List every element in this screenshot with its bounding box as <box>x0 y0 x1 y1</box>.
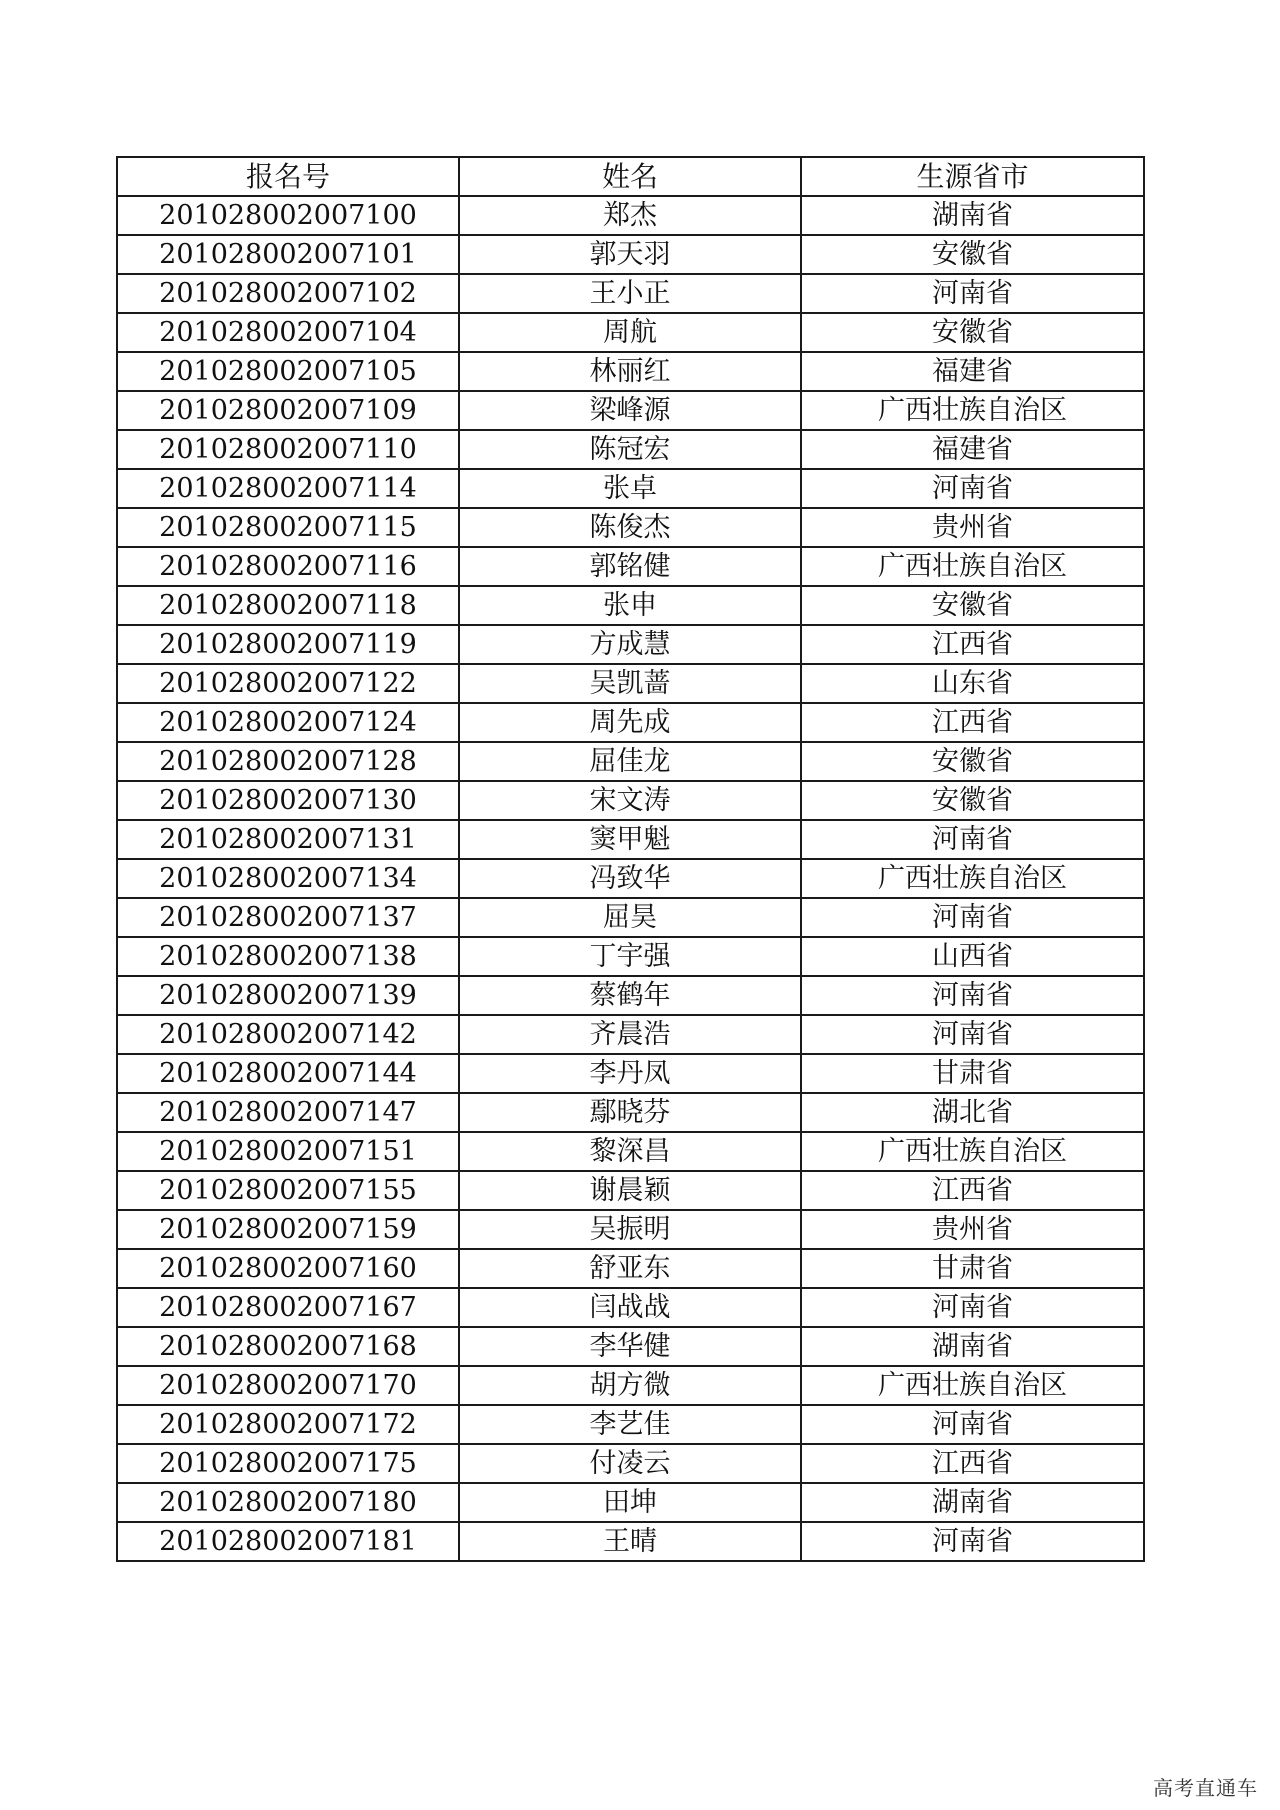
cell-registration-number: 201028002007115 <box>117 508 459 547</box>
cell-name: 蔡鹤年 <box>459 976 801 1015</box>
cell-province: 江西省 <box>801 703 1144 742</box>
table-row <box>117 1210 1144 1249</box>
cell-province: 江西省 <box>801 625 1144 664</box>
cell-name: 周先成 <box>459 703 801 742</box>
cell-province: 福建省 <box>801 352 1144 391</box>
table-row <box>117 547 1144 586</box>
table-row <box>117 898 1144 937</box>
cell-registration-number: 201028002007116 <box>117 547 459 586</box>
cell-registration-number: 201028002007104 <box>117 313 459 352</box>
cell-name: 王晴 <box>459 1522 801 1561</box>
table-row <box>117 859 1144 898</box>
cell-registration-number: 201028002007168 <box>117 1327 459 1366</box>
table-row <box>117 352 1144 391</box>
cell-registration-number: 201028002007151 <box>117 1132 459 1171</box>
cell-registration-number: 201028002007110 <box>117 430 459 469</box>
cell-name: 郭铭健 <box>459 547 801 586</box>
cell-registration-number: 201028002007114 <box>117 469 459 508</box>
header-registration-number: 报名号 <box>117 157 459 196</box>
cell-name: 屈佳龙 <box>459 742 801 781</box>
cell-name: 吴凯蔷 <box>459 664 801 703</box>
cell-province: 河南省 <box>801 1405 1144 1444</box>
cell-name: 李丹凤 <box>459 1054 801 1093</box>
cell-registration-number: 201028002007167 <box>117 1288 459 1327</box>
cell-province: 广西壮族自治区 <box>801 1132 1144 1171</box>
cell-name: 舒亚东 <box>459 1249 801 1288</box>
cell-name: 郑杰 <box>459 196 801 235</box>
table-row <box>117 976 1144 1015</box>
table-row <box>117 313 1144 352</box>
cell-name: 梁峰源 <box>459 391 801 430</box>
table-header-row <box>117 157 1144 196</box>
cell-name: 陈冠宏 <box>459 430 801 469</box>
cell-registration-number: 201028002007118 <box>117 586 459 625</box>
cell-registration-number: 201028002007139 <box>117 976 459 1015</box>
cell-registration-number: 201028002007142 <box>117 1015 459 1054</box>
cell-registration-number: 201028002007144 <box>117 1054 459 1093</box>
cell-registration-number: 201028002007119 <box>117 625 459 664</box>
table-row <box>117 1132 1144 1171</box>
cell-name: 李艺佳 <box>459 1405 801 1444</box>
cell-province: 江西省 <box>801 1444 1144 1483</box>
table-row <box>117 1015 1144 1054</box>
cell-registration-number: 201028002007147 <box>117 1093 459 1132</box>
cell-name: 周航 <box>459 313 801 352</box>
cell-name: 宋文涛 <box>459 781 801 820</box>
table-row <box>117 508 1144 547</box>
table-row <box>117 820 1144 859</box>
cell-province: 甘肃省 <box>801 1054 1144 1093</box>
table-row <box>117 1171 1144 1210</box>
table-row <box>117 274 1144 313</box>
cell-name: 付凌云 <box>459 1444 801 1483</box>
cell-registration-number: 201028002007180 <box>117 1483 459 1522</box>
table-row <box>117 1054 1144 1093</box>
cell-name: 谢晨颖 <box>459 1171 801 1210</box>
cell-province: 安徽省 <box>801 781 1144 820</box>
cell-province: 广西壮族自治区 <box>801 859 1144 898</box>
cell-province: 河南省 <box>801 274 1144 313</box>
cell-name: 张卓 <box>459 469 801 508</box>
table-row <box>117 1483 1144 1522</box>
table-row <box>117 196 1144 235</box>
table-row <box>117 1249 1144 1288</box>
header-name: 姓名 <box>459 157 801 196</box>
cell-registration-number: 201028002007102 <box>117 274 459 313</box>
cell-registration-number: 201028002007101 <box>117 235 459 274</box>
cell-name: 林丽红 <box>459 352 801 391</box>
cell-registration-number: 201028002007155 <box>117 1171 459 1210</box>
table-row <box>117 1522 1144 1561</box>
table-row <box>117 1093 1144 1132</box>
table-row <box>117 430 1144 469</box>
cell-province: 山东省 <box>801 664 1144 703</box>
cell-province: 广西壮族自治区 <box>801 391 1144 430</box>
header-province: 生源省市 <box>801 157 1144 196</box>
cell-name: 李华健 <box>459 1327 801 1366</box>
cell-registration-number: 201028002007137 <box>117 898 459 937</box>
cell-province: 广西壮族自治区 <box>801 1366 1144 1405</box>
cell-province: 河南省 <box>801 820 1144 859</box>
cell-name: 田坤 <box>459 1483 801 1522</box>
cell-province: 贵州省 <box>801 508 1144 547</box>
cell-province: 河南省 <box>801 1522 1144 1561</box>
table-row <box>117 1366 1144 1405</box>
cell-name: 窦甲魁 <box>459 820 801 859</box>
table-row <box>117 1288 1144 1327</box>
cell-name: 陈俊杰 <box>459 508 801 547</box>
cell-registration-number: 201028002007122 <box>117 664 459 703</box>
cell-province: 湖南省 <box>801 1483 1144 1522</box>
roster-table <box>116 156 1145 1562</box>
table-row <box>117 1405 1144 1444</box>
table-row <box>117 742 1144 781</box>
cell-province: 安徽省 <box>801 586 1144 625</box>
cell-name: 郭天羽 <box>459 235 801 274</box>
cell-province: 江西省 <box>801 1171 1144 1210</box>
table-row <box>117 469 1144 508</box>
cell-name: 冯致华 <box>459 859 801 898</box>
cell-province: 山西省 <box>801 937 1144 976</box>
cell-province: 湖南省 <box>801 1327 1144 1366</box>
cell-province: 湖北省 <box>801 1093 1144 1132</box>
table-row <box>117 625 1144 664</box>
cell-registration-number: 201028002007172 <box>117 1405 459 1444</box>
watermark-text: 高考直通车 <box>1153 1776 1258 1800</box>
cell-registration-number: 201028002007138 <box>117 937 459 976</box>
cell-name: 闫战战 <box>459 1288 801 1327</box>
cell-name: 鄢晓芬 <box>459 1093 801 1132</box>
cell-province: 安徽省 <box>801 313 1144 352</box>
table-row <box>117 664 1144 703</box>
cell-province: 甘肃省 <box>801 1249 1144 1288</box>
cell-registration-number: 201028002007100 <box>117 196 459 235</box>
cell-province: 安徽省 <box>801 235 1144 274</box>
cell-name: 王小正 <box>459 274 801 313</box>
cell-name: 方成慧 <box>459 625 801 664</box>
cell-registration-number: 201028002007159 <box>117 1210 459 1249</box>
cell-registration-number: 201028002007160 <box>117 1249 459 1288</box>
cell-registration-number: 201028002007131 <box>117 820 459 859</box>
cell-province: 安徽省 <box>801 742 1144 781</box>
cell-registration-number: 201028002007181 <box>117 1522 459 1561</box>
cell-province: 河南省 <box>801 1015 1144 1054</box>
cell-province: 河南省 <box>801 898 1144 937</box>
cell-province: 河南省 <box>801 469 1144 508</box>
cell-province: 河南省 <box>801 976 1144 1015</box>
cell-name: 张申 <box>459 586 801 625</box>
cell-name: 屈昊 <box>459 898 801 937</box>
table-row <box>117 1327 1144 1366</box>
cell-registration-number: 201028002007105 <box>117 352 459 391</box>
cell-registration-number: 201028002007134 <box>117 859 459 898</box>
table-row <box>117 391 1144 430</box>
cell-name: 吴振明 <box>459 1210 801 1249</box>
cell-registration-number: 201028002007175 <box>117 1444 459 1483</box>
table-body <box>117 196 1144 1561</box>
cell-province: 河南省 <box>801 1288 1144 1327</box>
cell-province: 广西壮族自治区 <box>801 547 1144 586</box>
cell-name: 胡方微 <box>459 1366 801 1405</box>
table-row <box>117 235 1144 274</box>
cell-registration-number: 201028002007170 <box>117 1366 459 1405</box>
table-row <box>117 586 1144 625</box>
table-row <box>117 781 1144 820</box>
cell-name: 黎深昌 <box>459 1132 801 1171</box>
cell-registration-number: 201028002007109 <box>117 391 459 430</box>
table-row <box>117 937 1144 976</box>
cell-registration-number: 201028002007124 <box>117 703 459 742</box>
cell-registration-number: 201028002007130 <box>117 781 459 820</box>
table-row <box>117 703 1144 742</box>
cell-name: 丁宇强 <box>459 937 801 976</box>
cell-province: 湖南省 <box>801 196 1144 235</box>
cell-registration-number: 201028002007128 <box>117 742 459 781</box>
table-row <box>117 1444 1144 1483</box>
cell-name: 齐晨浩 <box>459 1015 801 1054</box>
cell-province: 福建省 <box>801 430 1144 469</box>
cell-province: 贵州省 <box>801 1210 1144 1249</box>
